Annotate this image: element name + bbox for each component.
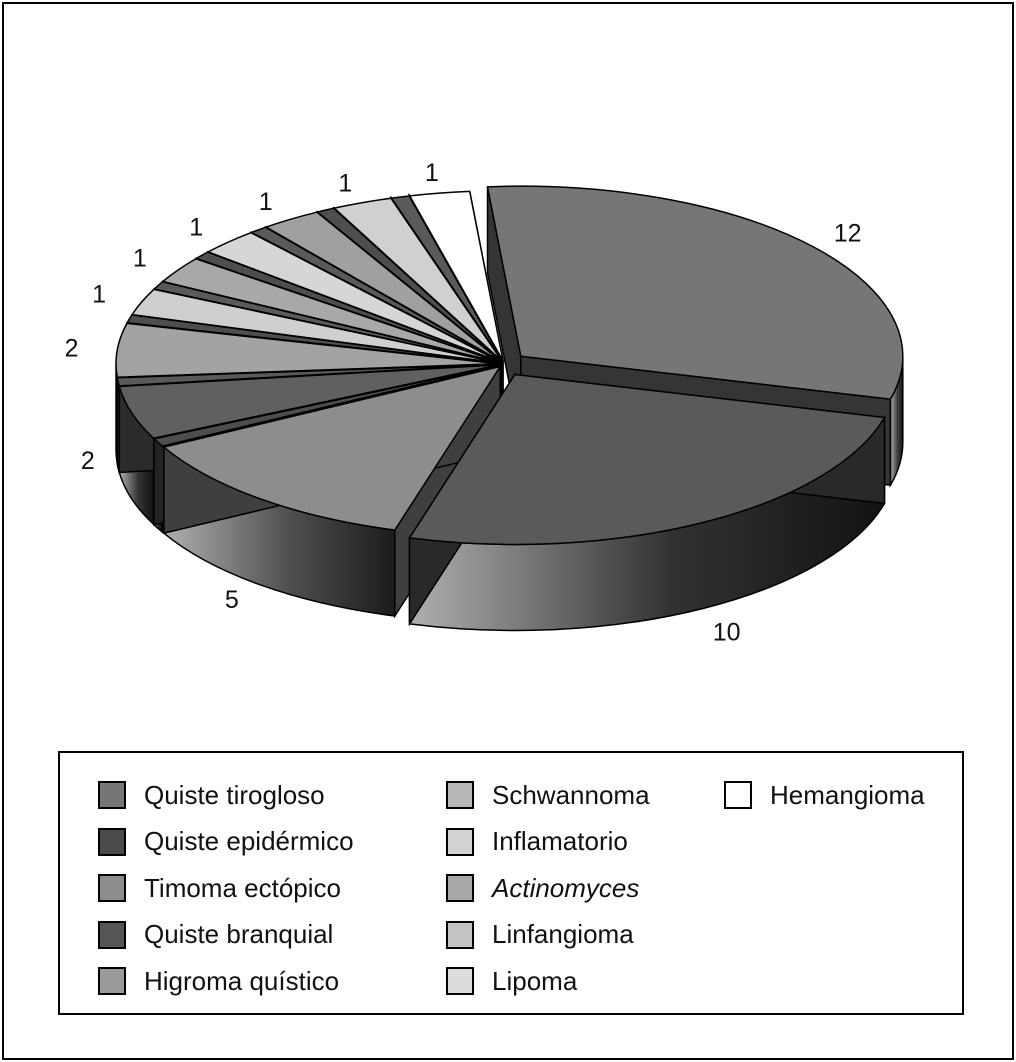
legend-label: Higroma quístico <box>144 965 340 996</box>
value-label: 1 <box>132 244 147 273</box>
legend-label: Hemangioma <box>770 779 925 810</box>
value-label: 5 <box>224 585 239 614</box>
legend-item <box>446 778 650 812</box>
legend-label: Lipoma <box>492 965 578 996</box>
value-label: 10 <box>712 618 741 647</box>
legend-swatch <box>98 921 126 949</box>
legend-item <box>98 964 339 998</box>
legend-item <box>98 825 354 859</box>
legend-item <box>446 964 577 998</box>
legend-item <box>446 871 639 905</box>
legend-label: Inflamatorio <box>492 826 628 856</box>
value-label: 1 <box>258 188 273 217</box>
legend-swatch <box>98 967 126 995</box>
legend-label: Timoma ectópico <box>144 872 341 903</box>
legend-label: Schwannoma <box>492 779 650 810</box>
value-label: 1 <box>189 213 204 242</box>
value-label: 12 <box>833 219 862 248</box>
legend-swatch <box>446 921 474 949</box>
value-label: 1 <box>424 158 439 187</box>
legend-item <box>98 918 333 952</box>
legend-label: Linfangioma <box>492 919 634 949</box>
legend-swatch <box>446 781 474 809</box>
value-label: 1 <box>92 280 107 309</box>
legend-label: Quiste branquial <box>144 919 334 949</box>
value-label: 1 <box>338 169 353 198</box>
value-label: 2 <box>64 334 79 363</box>
legend-label: Quiste tirogloso <box>144 779 325 810</box>
legend-swatch <box>446 828 474 856</box>
legend-swatch <box>98 781 126 809</box>
legend-item <box>724 778 925 812</box>
legend-item <box>98 871 341 905</box>
legend-swatch <box>446 874 474 902</box>
figure-frame <box>2 2 1014 1060</box>
legend-item <box>446 918 634 952</box>
legend-swatch <box>98 828 126 856</box>
legend-swatch <box>446 967 474 995</box>
legend-label: Actinomyces <box>492 872 640 903</box>
legend-item <box>98 778 325 812</box>
legend-label: Quiste epidérmico <box>144 826 354 856</box>
legend-item <box>446 825 628 859</box>
legend-swatch <box>724 781 752 809</box>
legend <box>58 751 964 1015</box>
legend-swatch <box>98 874 126 902</box>
value-label: 2 <box>80 447 95 476</box>
